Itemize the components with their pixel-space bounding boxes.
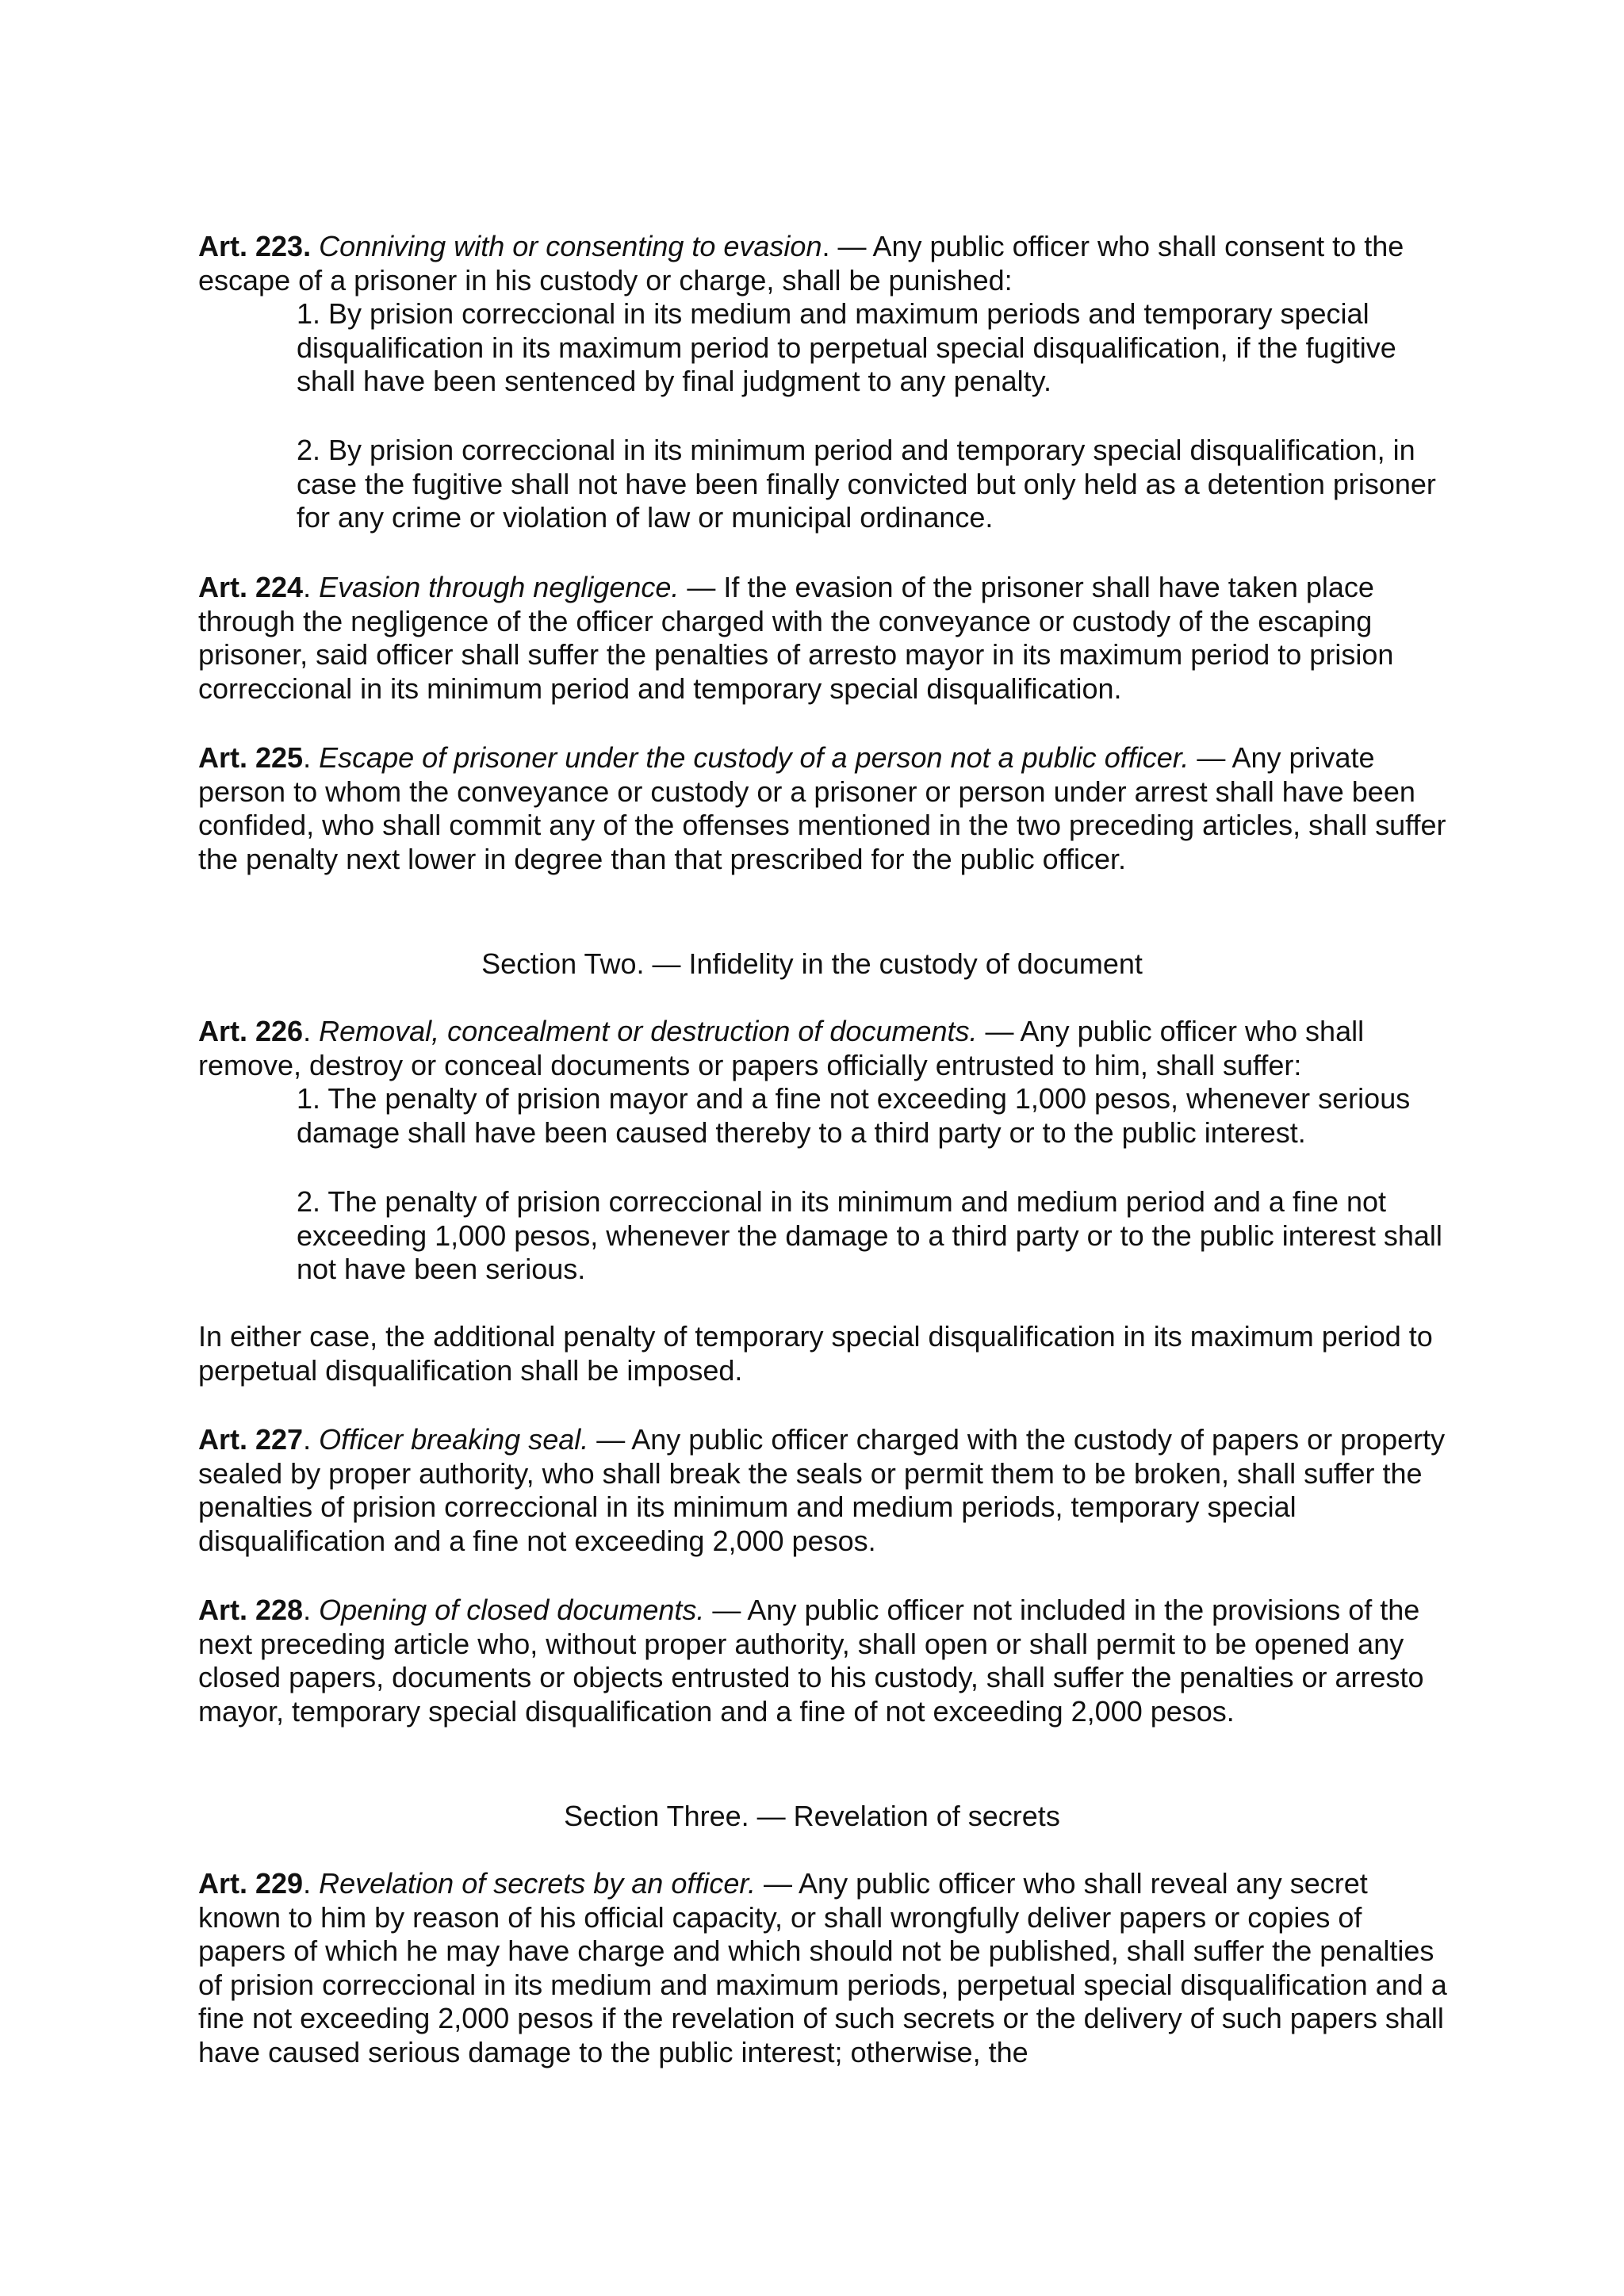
article-separator: .	[303, 1867, 320, 1900]
article-number: Art. 229	[198, 1867, 304, 1900]
article-225	[198, 741, 1451, 876]
article-separator: .	[303, 1015, 320, 1047]
article-number: Art. 228	[198, 1594, 304, 1626]
article-title: Escape of prisoner under the custody of a person not a public officer.	[319, 741, 1189, 774]
list-item: 1. By prision correccional in its medium and maximum periods and temporary special disqualification in its maximum period to perpetual special disqualification, if the fugitive shall have been sentenced by final judgment to any penalty.	[297, 297, 1396, 397]
article-separator: .	[303, 571, 320, 603]
section-heading-two: Section Two. — Infidelity in the custody of document	[481, 947, 1143, 980]
article-body: — Any public officer who shall remove, destroy or conceal documents or papers officially entrusted to him, shall suffer:	[198, 1015, 1365, 1081]
article-224	[198, 571, 1451, 706]
article-number: Art. 225	[198, 741, 304, 774]
article-title: Revelation of secrets by an officer.	[319, 1867, 756, 1900]
article-body: — If the evasion of the prisoner shall have taken place through the negligence of the officer charged with the conveyance or custody of the escaping prisoner, said officer shall suffer the penalties of arresto mayor in its maximum period to prision correccional in its minimum period and temporary special disqualification.	[198, 571, 1394, 705]
article-title: Officer breaking seal.	[319, 1423, 589, 1456]
article-separator: .	[303, 1423, 320, 1456]
article-title: Evasion through negligence.	[319, 571, 680, 603]
article-title: Removal, concealment or destruction of documents.	[319, 1015, 978, 1047]
article-229	[198, 1867, 1451, 2069]
article-separator: .	[303, 1594, 320, 1626]
article-number: Art. 224	[198, 571, 304, 603]
article-body: — Any private person to whom the conveyance or custody or a prisoner or person under arrest shall have been confided, who shall commit any of the offenses mentioned in the two preceding articles, shall suffer the penalty next lower in degree than that prescribed for the public officer.	[198, 741, 1446, 875]
article-number: Art. 226	[198, 1015, 304, 1047]
article-title: Opening of closed documents.	[319, 1594, 705, 1626]
article-228	[198, 1594, 1451, 1728]
article-number: Art. 227	[198, 1423, 304, 1456]
section-heading-three: Section Three. — Revelation of secrets	[564, 1800, 1060, 1832]
article-226-closing: In either case, the additional penalty of temporary special disqualification in its maximum period to perpetual disqualification shall be imposed.	[198, 1320, 1433, 1387]
article-body: — Any public officer not included in the provisions of the next preceding article who, without proper authority, shall open or shall permit to be opened any closed papers, documents or objects entrusted to his custody, shall suffer the penalties or arresto mayor, temporary special disqualification and a fine of not exceeding 2,000 pesos.	[198, 1594, 1424, 1728]
list-item: 2. The penalty of prision correccional in its minimum and medium period and a fine not exceeding 1,000 pesos, whenever the damage to a third party or to the public interest shall not have been serious.	[297, 1185, 1442, 1285]
article-body: — Any public officer who shall reveal any secret known to him by reason of his official capacity, or shall wrongfully deliver papers or copies of papers of which he may have charge and which should not be published, shall suffer the penalties of prision correccional in its medium and maximum periods, perpetual special disqualification and a fine not exceeding 2,000 pesos if the revelation of such secrets or the delivery of such papers shall have caused serious damage to the public interest; otherwise, the	[198, 1867, 1447, 2068]
list-item: 2. By prision correccional in its minimum period and temporary special disqualification, in case the fugitive shall not have been finally convicted but only held as a detention prisoner for any crime or violation of law or municipal ordinance.	[297, 434, 1436, 534]
article-226	[198, 1015, 1451, 1082]
article-separator: .	[822, 230, 830, 262]
list-item: 1. The penalty of prision mayor and a fine not exceeding 1,000 pesos, whenever serious damage shall have been caused thereby to a third party or to the public interest.	[297, 1082, 1411, 1149]
article-separator: .	[303, 741, 320, 774]
article-227	[198, 1423, 1451, 1558]
article-title: Conniving with or consenting to evasion	[319, 230, 822, 262]
article-number: Art. 223.	[198, 230, 312, 262]
article-body: — Any public officer who shall consent to the escape of a prisoner in his custody or charge, shall be punished:	[198, 230, 1404, 297]
article-body: — Any public officer charged with the custody of papers or property sealed by proper authority, who shall break the seals or permit them to be broken, shall suffer the penalties of prision correccional in its minimum and medium periods, temporary special disqualification and a fine not exceeding 2,000 pesos.	[198, 1423, 1446, 1557]
article-223	[198, 230, 1451, 297]
